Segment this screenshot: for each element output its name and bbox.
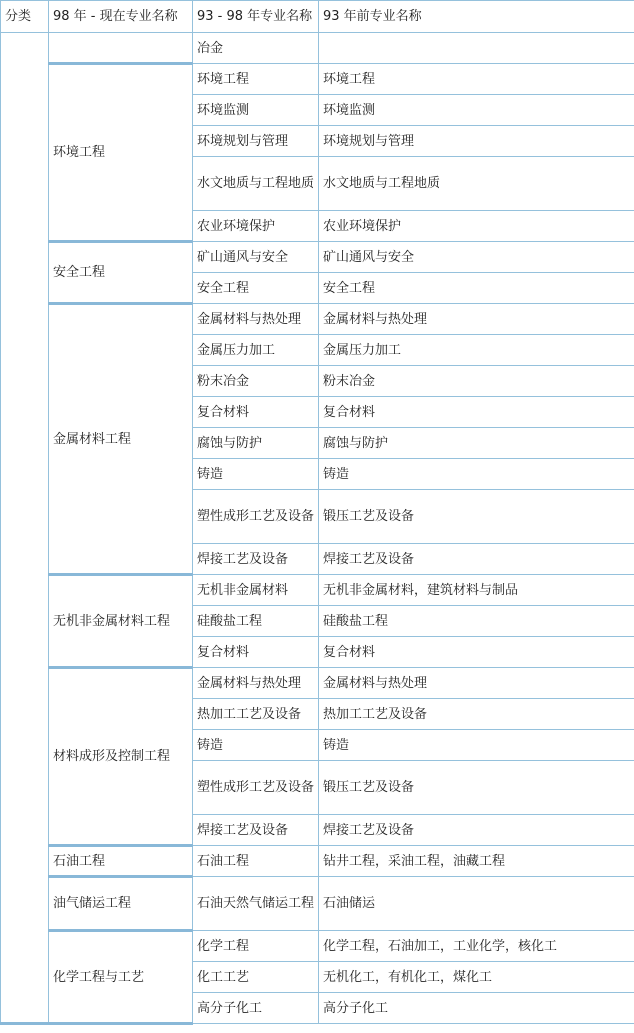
header-pre-93-name: 93 年前专业名称: [319, 1, 634, 33]
mid-name: 化工工艺: [193, 962, 319, 993]
mid-name: 塑性成形工艺及设备: [193, 490, 319, 544]
old-name: 锻压工艺及设备: [319, 761, 634, 815]
header-current-name: 98 年 - 现在专业名称: [49, 1, 193, 33]
mid-name: 水文地质与工程地质: [193, 157, 319, 211]
old-name: 复合材料: [319, 397, 634, 428]
old-name: 金属材料与热处理: [319, 668, 634, 699]
group-name: 化学工程与工艺: [49, 931, 193, 1024]
old-name: 焊接工艺及设备: [319, 544, 634, 575]
table-row: [1, 64, 634, 95]
old-name: 水文地质与工程地质: [319, 157, 634, 211]
old-name: 农业环境保护: [319, 211, 634, 242]
mid-name: 金属材料与热处理: [193, 668, 319, 699]
old-name: 化学工程，石油加工，工业化学，核化工: [319, 931, 634, 962]
mid-name: 塑性成形工艺及设备: [193, 761, 319, 815]
old-name: 铸造: [319, 459, 634, 490]
mid-name: 环境工程: [193, 64, 319, 95]
group-name: 环境工程: [49, 64, 193, 242]
mid-name: 农业环境保护: [193, 211, 319, 242]
table-row: [1, 575, 634, 606]
mid-name: 腐蚀与防护: [193, 428, 319, 459]
header-93-98-name: 93 - 98 年专业名称: [193, 1, 319, 33]
mid-name: 石油天然气储运工程: [193, 877, 319, 931]
mid-name: 粉末冶金: [193, 366, 319, 397]
table-row: [1, 931, 634, 962]
mid-name: 安全工程: [193, 273, 319, 304]
table-row: [1, 242, 634, 273]
mid-name: 石油工程: [193, 846, 319, 877]
group-name: 油气储运工程: [49, 877, 193, 931]
group-name: [49, 33, 193, 64]
old-name: 铸造: [319, 730, 634, 761]
table-row: [1, 304, 634, 335]
old-name: 金属材料与热处理: [319, 304, 634, 335]
mid-name: 金属材料与热处理: [193, 304, 319, 335]
old-name: 环境规划与管理: [319, 126, 634, 157]
old-name: 焊接工艺及设备: [319, 815, 634, 846]
header-category: 分类: [1, 1, 49, 33]
mid-name: 铸造: [193, 459, 319, 490]
mid-name: 复合材料: [193, 397, 319, 428]
old-name: 环境工程: [319, 64, 634, 95]
mid-name: 焊接工艺及设备: [193, 815, 319, 846]
mid-name: 冶金: [193, 33, 319, 64]
group-name: 无机非金属材料工程: [49, 575, 193, 668]
old-name: 安全工程: [319, 273, 634, 304]
old-name: 矿山通风与安全: [319, 242, 634, 273]
old-name: 热加工工艺及设备: [319, 699, 634, 730]
mid-name: 热加工工艺及设备: [193, 699, 319, 730]
group-name: 安全工程: [49, 242, 193, 304]
mid-name: 环境监测: [193, 95, 319, 126]
category-cell: [1, 33, 49, 1024]
old-name: 复合材料: [319, 637, 634, 668]
old-name: 无机化工，有机化工，煤化工: [319, 962, 634, 993]
old-name: 石油储运: [319, 877, 634, 931]
table-row: [1, 877, 634, 931]
mid-name: 高分子化工: [193, 993, 319, 1024]
old-name: 腐蚀与防护: [319, 428, 634, 459]
old-name: 硅酸盐工程: [319, 606, 634, 637]
old-name: 粉末冶金: [319, 366, 634, 397]
table-row: [1, 846, 634, 877]
table-row: [1, 668, 634, 699]
old-name: 环境监测: [319, 95, 634, 126]
mid-name: 矿山通风与安全: [193, 242, 319, 273]
mid-name: 环境规划与管理: [193, 126, 319, 157]
old-name: 无机非金属材料，建筑材料与制品: [319, 575, 634, 606]
group-name: 金属材料工程: [49, 304, 193, 575]
mid-name: 硅酸盐工程: [193, 606, 319, 637]
group-name: 石油工程: [49, 846, 193, 877]
old-name: 金属压力加工: [319, 335, 634, 366]
header-row: [1, 1, 634, 33]
mid-name: 无机非金属材料: [193, 575, 319, 606]
mid-name: 复合材料: [193, 637, 319, 668]
old-name: 高分子化工: [319, 993, 634, 1024]
table-row: [1, 33, 634, 64]
mid-name: 焊接工艺及设备: [193, 544, 319, 575]
mid-name: 化学工程: [193, 931, 319, 962]
old-name: 锻压工艺及设备: [319, 490, 634, 544]
old-name: [319, 33, 634, 64]
old-name: 钻井工程，采油工程，油藏工程: [319, 846, 634, 877]
mid-name: 金属压力加工: [193, 335, 319, 366]
group-name: 材料成形及控制工程: [49, 668, 193, 846]
mid-name: 铸造: [193, 730, 319, 761]
